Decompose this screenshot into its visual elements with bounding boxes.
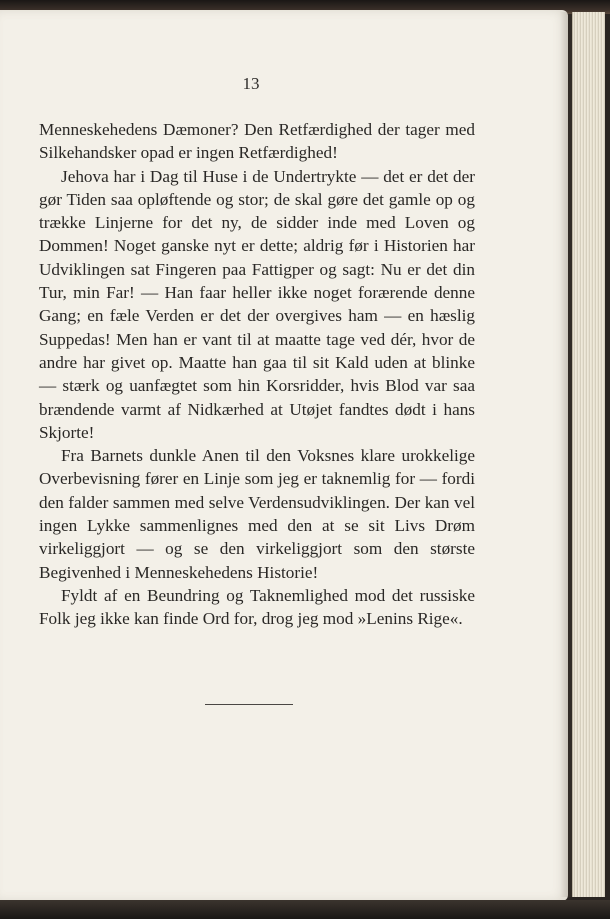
paragraph-4: Fyldt af en Beundring og Taknemlighed mod det russiske Folk jeg ikke kan finde Ord for, drog jeg mod »Lenins Rige«. [39, 585, 475, 629]
page-number: 13 [242, 74, 260, 93]
page-stack-edge [572, 12, 605, 897]
paragraph-1: Menneskehedens Dæmoner? Den Retfærdighed der tager med Silkehandsker opad er ingen Retfærdighed! [39, 120, 475, 163]
section-end-rule [205, 704, 293, 705]
paragraph-3: Fra Barnets dunkle Anen til den Voksnes klare urokkelige Overbevisning fører en Linje som jeg er taknemlig for — fordi den falder sammen med selve Verdensudviklingen. Der kan vel ingen Lykke sammenlignes med den at se sit Livs Drøm virkeliggjort — og se den virkeliggjort som den største Begivenhed i Menneskehedens Historie! [39, 446, 475, 582]
bottom-edge-background [0, 900, 610, 919]
body-text [39, 118, 475, 631]
paragraph-2: Jehova har i Dag til Huse i de Undertrykte — det er det der gør Tiden saa opløftende og stor; de skal gøre det gamle op og trække Linjerne for det ny, de sidder inde med Loven og Dommen! Noget ganske nyt er dette; aldrig før i Historien har Udviklingen sat Fingeren paa Fattigper og sagt: Nu er det din Tur, min Far! — Han faar heller ikke noget forærende denne Gang; en fæle Verden er det der overgives ham — en hæslig Suppedas! Men han er vant til at maatte tage ved dér, hvor de andre har givet op. Maatte han gaa til sit Kald uden at blinke — stærk og uanfægtet som hin Korsridder, hvis Blod var saa brændende varmt af Nidkærhed at Utøjet fandtes dødt i hans Skjorte! [39, 166, 475, 442]
book-page [0, 10, 568, 901]
